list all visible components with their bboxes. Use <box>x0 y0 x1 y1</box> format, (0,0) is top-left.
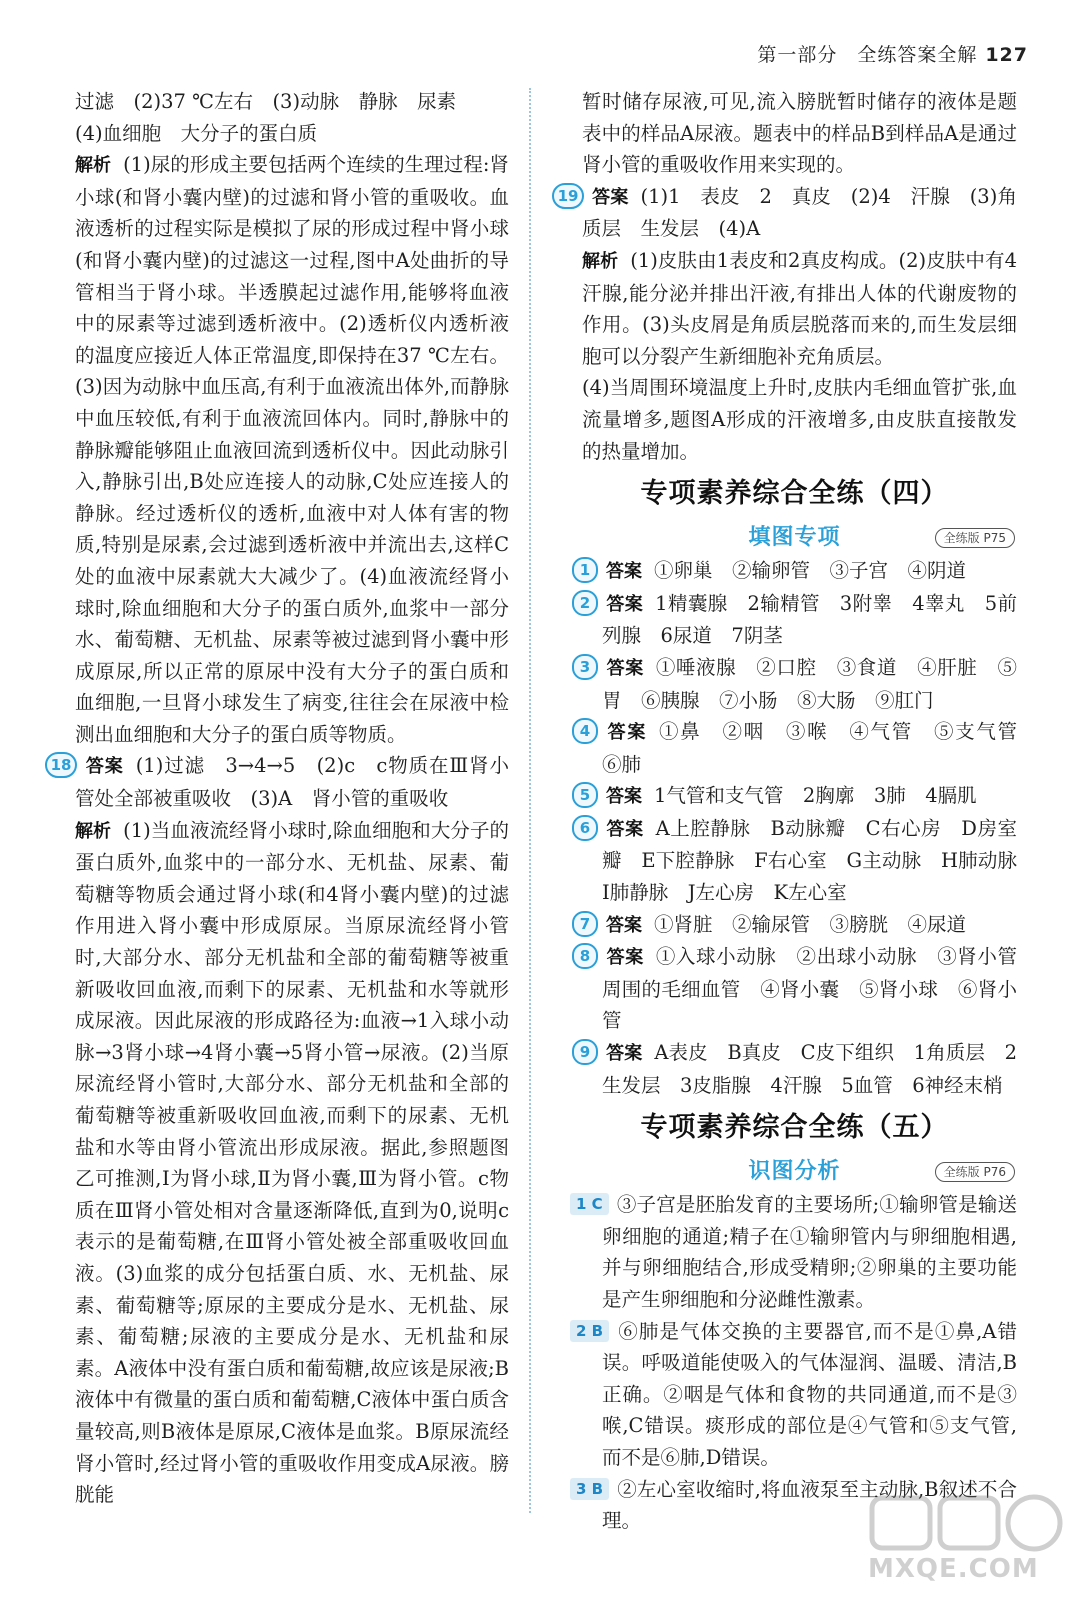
answer-text: A表皮 B真皮 C皮下组织 1角质层 2生发层 3皮脂腺 4汗腺 5血管 6神经末梢 <box>602 1041 1017 1097</box>
answer-continuation-line1: 过滤 (2)37 ℃左右 (3)动脉 静脉 尿素 <box>75 90 457 113</box>
column-divider <box>529 88 531 1513</box>
header-section-title: 第一部分 全练答案全解 <box>757 44 978 66</box>
question-number-badge: 3 <box>572 654 598 680</box>
question-number-badge: 4 <box>572 718 598 744</box>
answer-text: ②左心室收缩时,将血液泵至主动脉,B叙述不合理。 <box>602 1477 1017 1533</box>
answer-text: (1)1 表皮 2 真皮 (2)4 汗腺 (3)角质层 生发层 (4)A <box>582 184 1018 241</box>
diagram-analysis-answer-list <box>572 1189 1017 1537</box>
question-number-badge: 5 <box>572 782 598 808</box>
answer-item <box>579 909 1017 942</box>
answer-label: 答案 <box>606 1043 643 1065</box>
answer-text: ①肾脏 ②输尿管 ③膀胱 ④尿道 <box>654 912 967 936</box>
question-19-analysis <box>572 245 1017 372</box>
watermark-text: MXQE.COM <box>868 1554 1039 1584</box>
answer-item <box>579 588 1017 652</box>
analysis-continuation: 暂时储存尿液,可见,流入膀胱暂时储存的液体是题表中的样品A尿液。题表中的样品B到样品A是通过肾小管的重吸收作用来实现的。 <box>582 90 1017 177</box>
subsection-title: 识图分析 <box>748 1159 841 1185</box>
answer-item <box>579 813 1037 909</box>
question-number-badge: 6 <box>572 815 598 841</box>
question-18-analysis <box>65 815 509 1511</box>
answer-item <box>576 1189 1017 1315</box>
answer-text: 1气管和支气管 2胸廓 3肺 4膈肌 <box>654 784 977 808</box>
analysis-label: 解析 <box>582 250 619 272</box>
answer-label: 答案 <box>606 914 642 936</box>
section-title-5: 专项素养综合全练（五） <box>640 1112 949 1144</box>
subsection-header-5 <box>572 1155 1017 1189</box>
answer-label: 答案 <box>606 722 647 744</box>
answer-label: 答案 <box>592 186 629 208</box>
question-answer-tag: 2 B <box>570 1320 609 1342</box>
running-header <box>757 40 1028 67</box>
answer-item <box>579 941 1017 1037</box>
answer-text: ①鼻 ②咽 ③喉 ④气管 ⑤支气管 ⑥肺 <box>602 720 1037 776</box>
answer-label: 答案 <box>606 657 644 679</box>
answer-text: ①唾液腺 ②口腔 ③食道 ④肝脏 ⑤胃 ⑥胰腺 ⑦小肠 ⑧大肠 ⑨肛门 <box>602 655 1017 712</box>
answer-label: 答案 <box>606 786 642 808</box>
analysis-label: 解析 <box>75 820 112 842</box>
right-column <box>557 86 1037 1537</box>
analysis-text: (1)皮肤由1表皮和2真皮构成。(2)皮肤中有4汗腺,能分泌并排出汗液,有排出人体的代谢废物的作用。(3)头皮屑是角质层脱落而来的,而生发层细胞可以分裂产生新细胞补充角质层。 <box>582 248 1018 368</box>
question-answer-tag: 1 C <box>570 1193 609 1215</box>
answer-label: 答案 <box>606 561 642 583</box>
question-answer-tag: 3 B <box>570 1478 609 1500</box>
answer-item <box>579 780 1017 813</box>
question-number-badge: 1 <box>572 557 598 583</box>
analysis-17 <box>65 149 509 750</box>
analysis-label: 解析 <box>75 155 112 177</box>
edition-reference-tag: 全练版 P76 <box>935 1162 1015 1182</box>
subsection-title: 填图专项 <box>748 525 841 551</box>
fill-diagram-answer-list <box>572 555 1037 1101</box>
question-18-answer <box>50 750 509 814</box>
section-title-4: 专项素养综合全练（四） <box>640 478 949 510</box>
answer-item <box>579 716 1037 780</box>
answer-text: A上腔静脉 B动脉瓣 C右心房 D房室瓣 E下腔静脉 F右心室 G主动脉 H肺动脉 I肺静脉 J左心房 K左心室 <box>602 816 1037 905</box>
edition-reference-tag: 全练版 P75 <box>935 528 1015 548</box>
page-number: 127 <box>985 44 1028 66</box>
answer-item <box>576 1316 1017 1474</box>
answer-text: ⑥肺是气体交换的主要器官,而不是①鼻,A错误。呼吸道能使吸入的气体湿润、温暖、清洁,B正确。②咽是气体和食物的共同通道,而不是③喉,C错误。痰形成的部位是④气管和⑤支气管,而不是⑥肺,D错误。 <box>602 1319 1017 1469</box>
subsection-header-4 <box>572 521 1017 555</box>
answer-text: ①入球小动脉 ②出球小动脉 ③肾小管周围的毛细血管 ④肾小囊 ⑤肾小球 ⑥肾小管 <box>602 945 1017 1033</box>
question-number-badge: 8 <box>572 943 598 969</box>
question-19-answer <box>557 181 1018 245</box>
answer-continuation-line2: (4)血细胞 大分子的蛋白质 <box>75 121 318 145</box>
answer-item <box>579 555 1017 588</box>
analysis-text: (1)尿的形成主要包括两个连续的生理过程:肾小球(和肾小囊内壁)的过滤和肾小管的重吸收。血液透析的过程实际是模拟了尿的形成过程中肾小球(和肾小囊内壁)的过滤这一过程,图中A处曲折的导管相当于肾小球。半透膜起过滤作用,能够将血液中的尿素等过滤到透析液中。(2)透析仪内透析液的温度应接近人体正常温度,即保持在37 ℃左右。(3)因为动脉中血压高,有利于血液流出体外,而静脉中血压较低,有利于血液流回体内。同时,静脉中的静脉瓣能够阻止血液回流到透析仪中。因此动脉引入,静脉引出,B处应连接人的动脉,C处应连接人的静脉。经过透析仪的透析,血液中对人体有害的物质,特别是尿素,会过滤到透析液中并流出去,这样C处的血液中尿素就大大减少了。(4)血液流经肾小球时,除血细胞和大分子的蛋白质外,血浆中一部分水、葡萄糖、无机盐、尿素等被过滤到肾小囊中形成原尿,所以正常的原尿中没有大分子的蛋白质和血细胞,一旦肾小球发生了病变,往往会在尿液中检测出血细胞和大分子的蛋白质等物质。 <box>75 153 509 746</box>
answer-label: 答案 <box>606 818 644 840</box>
answer-item <box>579 1037 1017 1101</box>
watermark-emblem-icon <box>868 1490 1068 1560</box>
answer-label: 答案 <box>606 593 644 615</box>
question-19-analysis-part4: (4)当周围环境温度上升时,皮肤内毛细血管扩张,血流量增多,题图A形成的汗液增多,由皮肤直接散发的热量增加。 <box>582 376 1017 463</box>
question-number-badge: 9 <box>572 1039 598 1065</box>
question-number-badge: 18 <box>45 752 77 778</box>
watermark-logo <box>868 1490 1068 1590</box>
left-column <box>50 86 510 1511</box>
question-number-badge: 7 <box>572 911 598 937</box>
analysis-text: (1)当血液流经肾小球时,除血细胞和大分子的蛋白质外,血浆中的一部分水、无机盐、尿素、葡萄糖等物质会通过肾小球(和4肾小囊内壁)的过滤作用进入肾小囊中形成原尿。当原尿流经肾小管时,大部分水、部分无机盐和全部的葡萄糖等被重新吸收回血液,而剩下的尿素、无机盐和水等就形成尿液。因此尿液的形成路径为:血液→1入球小动脉→3肾小球→4肾小囊→5肾小管→尿液。(2)当原尿流经肾小管时,大部分水、部分无机盐和全部的葡萄糖等被重新吸收回血液,而剩下的尿素、无机盐和水等由肾小管流出形成尿液。据此,参照题图乙可推测,Ⅰ为肾小球,Ⅱ为肾小囊,Ⅲ为肾小管。c物质在Ⅲ肾小管处相对含量逐渐降低,直到为0,说明c表示的是葡萄糖,在Ⅲ肾小管处被全部重吸收回血液。(3)血浆的成分包括蛋白质、水、无机盐、尿素、葡萄糖等;原尿的主要成分是水、无机盐、尿素、葡萄糖;尿液的主要成分是水、无机盐和尿素。A液体中没有蛋白质和葡萄糖,故应该是尿液;B液体中有微量的蛋白质和葡萄糖,C液体中蛋白质含量较高,则B液体是原尿,C液体是血浆。B原尿流经肾小管时,经过肾小管的重吸收作用变成A尿液。膀胱能 <box>75 818 510 1507</box>
answer-text: (1)过滤 3→4→5 (2)c c物质在Ⅲ肾小管处全部被重吸收 (3)A 肾小管的重吸收 <box>75 754 509 811</box>
answer-text: ③子宫是胚胎发育的主要场所;①输卵管是输送卵细胞的通道;精子在①输卵管内与卵细胞相遇,并与卵细胞结合,形成受精卵;②卵巢的主要功能是产生卵细胞和分泌雌性激素。 <box>602 1193 1017 1311</box>
answer-text: 1精囊腺 2输精管 3附睾 4睾丸 5前列腺 6尿道 7阴茎 <box>602 591 1017 648</box>
question-number-badge: 19 <box>552 183 584 209</box>
answer-item <box>579 652 1017 716</box>
answer-label: 答案 <box>606 947 644 969</box>
question-number-badge: 2 <box>572 590 598 616</box>
answer-text: ①卵巢 ②输卵管 ③子宫 ④阴道 <box>654 559 967 583</box>
answer-label: 答案 <box>85 756 124 778</box>
